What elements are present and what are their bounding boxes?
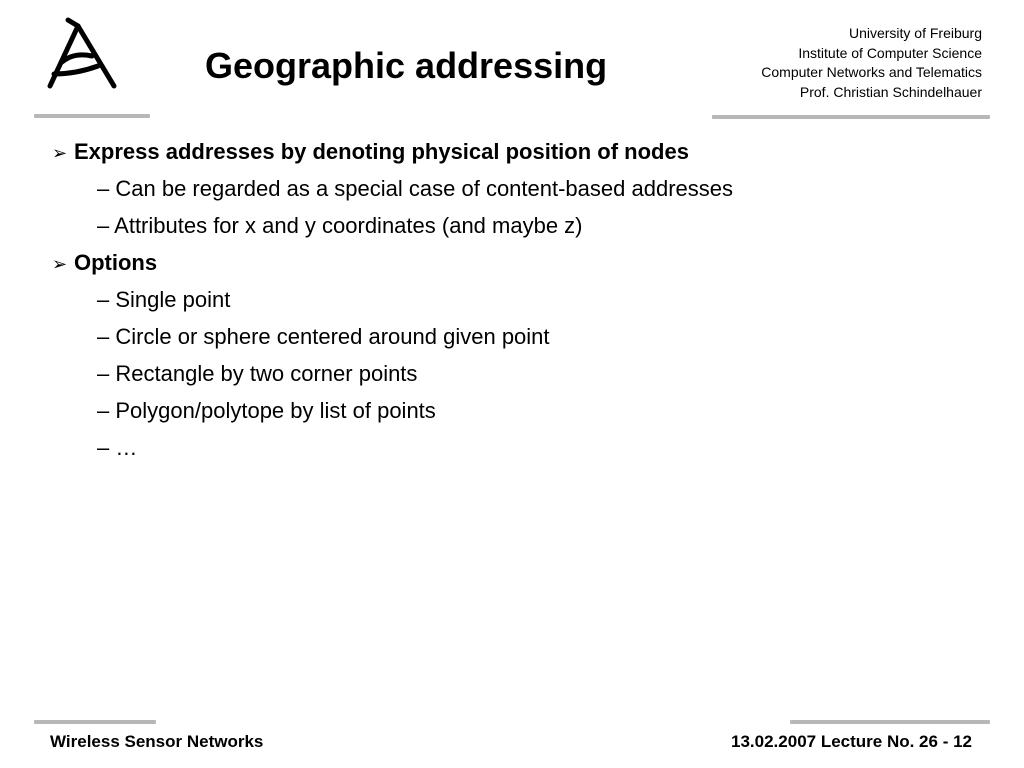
affiliation-professor: Prof. Christian Schindelhauer: [799, 83, 982, 100]
footer-rule-right: [790, 720, 990, 724]
sub-item-text: Polygon/polytope by list of points: [115, 398, 436, 423]
dash-marker: –: [97, 398, 110, 423]
dash-marker: –: [97, 324, 110, 349]
sub-item-text: Single point: [115, 287, 231, 312]
dash-marker: –: [97, 361, 110, 386]
sub-item: [52, 281, 992, 318]
footer-lecture-info: 13.02.2007 Lecture No. 26 - 12: [731, 732, 972, 751]
bullet-heading-express: [52, 133, 992, 170]
dash-marker: –: [97, 176, 110, 201]
slide-content: [52, 133, 992, 466]
university-logo-icon: [40, 12, 124, 96]
arrow-bullet-icon: ➢: [52, 254, 68, 274]
bullet-heading-options: [52, 244, 992, 281]
sub-item-text: Circle or sphere centered around given point: [115, 324, 550, 349]
dash-marker: –: [97, 435, 110, 460]
dash-marker: –: [97, 213, 110, 238]
footer-course-title: Wireless Sensor Networks: [50, 732, 264, 751]
affiliation-institute: Institute of Computer Science: [798, 44, 982, 61]
slide-title: Geographic addressing: [205, 45, 608, 86]
sub-item: [52, 355, 992, 392]
sub-item-text: Attributes for x and y coordinates (and maybe z): [114, 213, 583, 238]
affiliation-university: University of Freiburg: [848, 25, 982, 41]
header-rule-left: [34, 114, 150, 118]
sub-item: [52, 170, 992, 207]
dash-marker: –: [97, 287, 110, 312]
sub-item: [52, 207, 992, 244]
sub-item-text: …: [115, 435, 138, 460]
sub-item-text: Rectangle by two corner points: [115, 361, 418, 386]
header-rule-right: [712, 115, 990, 119]
sub-item-text: Can be regarded as a special case of content-based addresses: [115, 176, 733, 201]
bullet-heading-text: Options: [74, 250, 158, 275]
arrow-bullet-icon: ➢: [52, 143, 68, 163]
footer-rule-left: [34, 720, 156, 724]
sub-item: [52, 429, 992, 466]
bullet-heading-text: Express addresses by denoting physical position of nodes: [74, 139, 689, 164]
affiliation-block: [761, 24, 982, 102]
affiliation-group: Computer Networks and Telematics: [761, 64, 982, 80]
sub-item: [52, 392, 992, 429]
sub-item: [52, 318, 992, 355]
